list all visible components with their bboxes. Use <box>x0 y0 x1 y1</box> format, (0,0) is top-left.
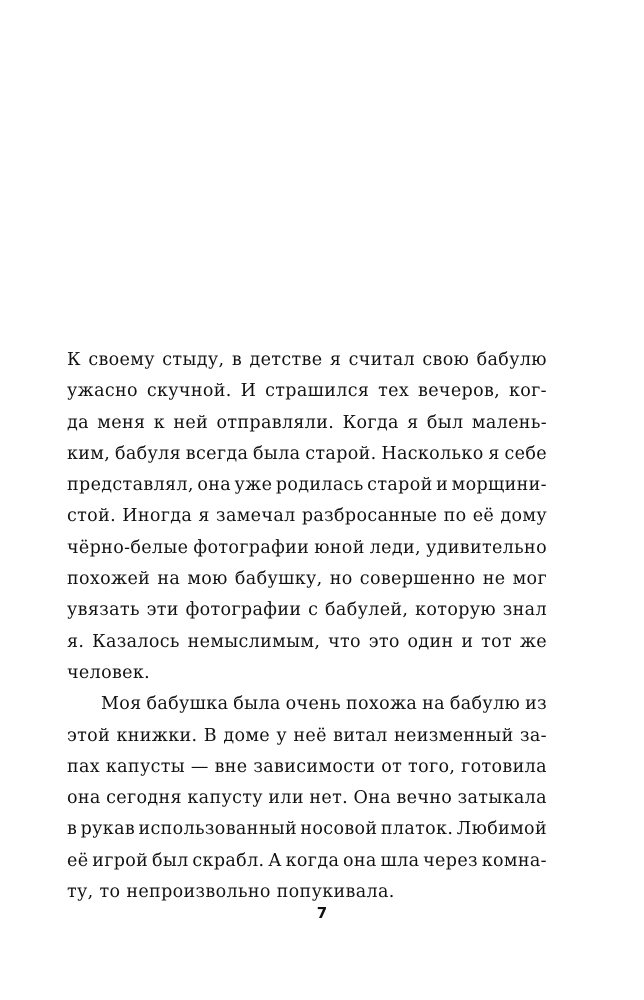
text-line: К своему стыду, в детстве я считал свою бабулю <box>67 350 547 370</box>
text-line: чёрно-белые фотографии юной леди, удивительно <box>67 537 547 558</box>
text-line: пах капусты — вне зависимости от того, готовила <box>67 756 547 777</box>
text-line: я. Казалось немыслимым, что это один и тот же <box>67 631 547 652</box>
text-line: ужасно скучной. И страшился тех вечеров, ког- <box>67 381 547 402</box>
paragraph-1 <box>67 345 547 689</box>
text-line: да меня к ней отправляли. Когда я был малень- <box>67 412 547 433</box>
text-line: её игрой был скрабл. А когда она шла через комна- <box>67 850 547 871</box>
body-text <box>67 345 547 908</box>
text-line: увязать эти фотографии с бабулей, которую знал <box>67 600 547 621</box>
text-line: представлял, она уже родилась старой и морщини- <box>67 475 547 496</box>
text-line: ким, бабуля всегда была старой. Насколько я себе <box>67 443 547 464</box>
text-line: этой книжки. В доме у неё витал неизменный за- <box>67 725 547 746</box>
text-line: похожей на мою бабушку, но совершенно не мог <box>67 569 547 590</box>
page-number: 7 <box>316 904 328 922</box>
text-line: человек. <box>67 662 151 683</box>
text-line: Моя бабушка была очень похожа на бабулю из <box>101 694 547 715</box>
text-line: в рукав использованный носовой платок. Любимой <box>67 819 547 840</box>
paragraph-2 <box>67 689 547 908</box>
text-line: она сегодня капусту или нет. Она вечно затыкала <box>67 788 547 809</box>
text-line: ту, то непроизвольно попукивала. <box>67 882 395 903</box>
text-line: стой. Иногда я замечал разбросанные по её дому <box>67 506 547 527</box>
